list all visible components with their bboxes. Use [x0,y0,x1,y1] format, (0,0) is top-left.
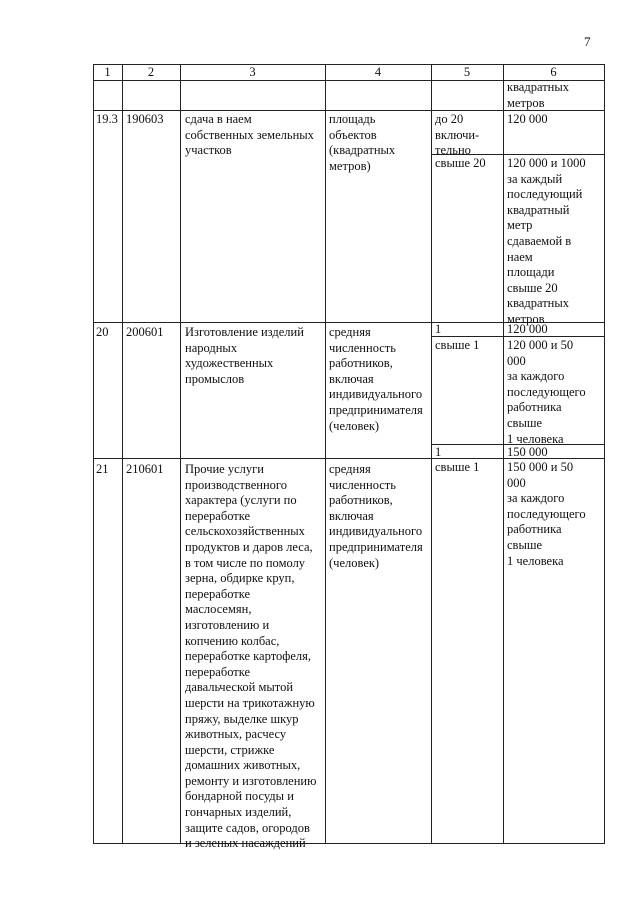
table-cell: 150 000 [507,445,548,459]
column-header: 6 [550,65,557,79]
column-border [180,64,181,844]
column-header: 5 [463,65,471,79]
table-bottom-border [93,843,605,844]
table-cell: 20 [96,325,109,339]
column-header: 4 [374,65,382,79]
table-cell: 1 [435,322,442,336]
table-cell: средняя численность работников, включая индивидуального предпринимателя (человек) [329,462,423,570]
table-cell: сдача в наем собственных земельных участков [185,112,314,158]
column-border [604,64,605,844]
column-border [93,64,94,844]
table-cell: 19.3 [96,112,118,126]
table-cell: 210601 [126,462,164,476]
column-header: 3 [249,65,256,79]
table-cell: свыше 1 [435,460,480,474]
column-header: 2 [147,65,155,79]
table-cell: 200601 [126,325,164,339]
table-cell: 1 [435,445,442,459]
table-cell: 120 000 [507,112,548,126]
page-number: 7 [584,34,591,49]
tariff-table [93,64,605,851]
column-border [431,64,432,844]
table-cell: Изготовление изделий народных художественных промыслов [185,325,304,386]
column-border [503,64,504,844]
table-cell: 120 000 и 50 000 за каждого последующего работника свыше 1 человека [507,338,586,446]
table-cell: Прочие услуги производственного характера (услуги по переработке сельскохозяйственных продуктов и даров леса, в том числе по помолу зерна, обдирке круп, переработке маслосемян, изготовлению и копчению колбас, переработке картофеля, переработке давальческой мытой шерсти на трикотажную пряжу, выделке шкур животных, расчесу шерсти, стрижке домашних животных, ремонту и изготовлению бондарной посуды и гончарных изделий, защите садов, огородов и зеленых насаждений [185,462,317,851]
table-cell: до 20 включи- тельно [435,112,480,158]
column-border [325,64,326,844]
table-cell: 120 000 [507,322,548,336]
table-cell: 150 000 и 50 000 за каждого последующего работника свыше 1 человека [507,460,586,568]
column-header: 1 [104,65,111,79]
table-cell: 190603 [126,112,164,126]
table-cell: квадратных метров [507,80,569,110]
column-border [122,64,123,844]
table-cell: 120 000 и 1000 за каждый последующий квадратный метр сдаваемой в наем площади свыше 20 квадратных метров [507,156,586,326]
table-cell: площадь объектов (квадратных метров) [329,112,396,173]
table-cell: свыше 20 [435,156,486,170]
table-cell: средняя численность работников, включая индивидуального предпринимателя (человек) [329,325,423,433]
table-cell: свыше 1 [435,338,480,352]
table-cell: 21 [96,462,109,476]
